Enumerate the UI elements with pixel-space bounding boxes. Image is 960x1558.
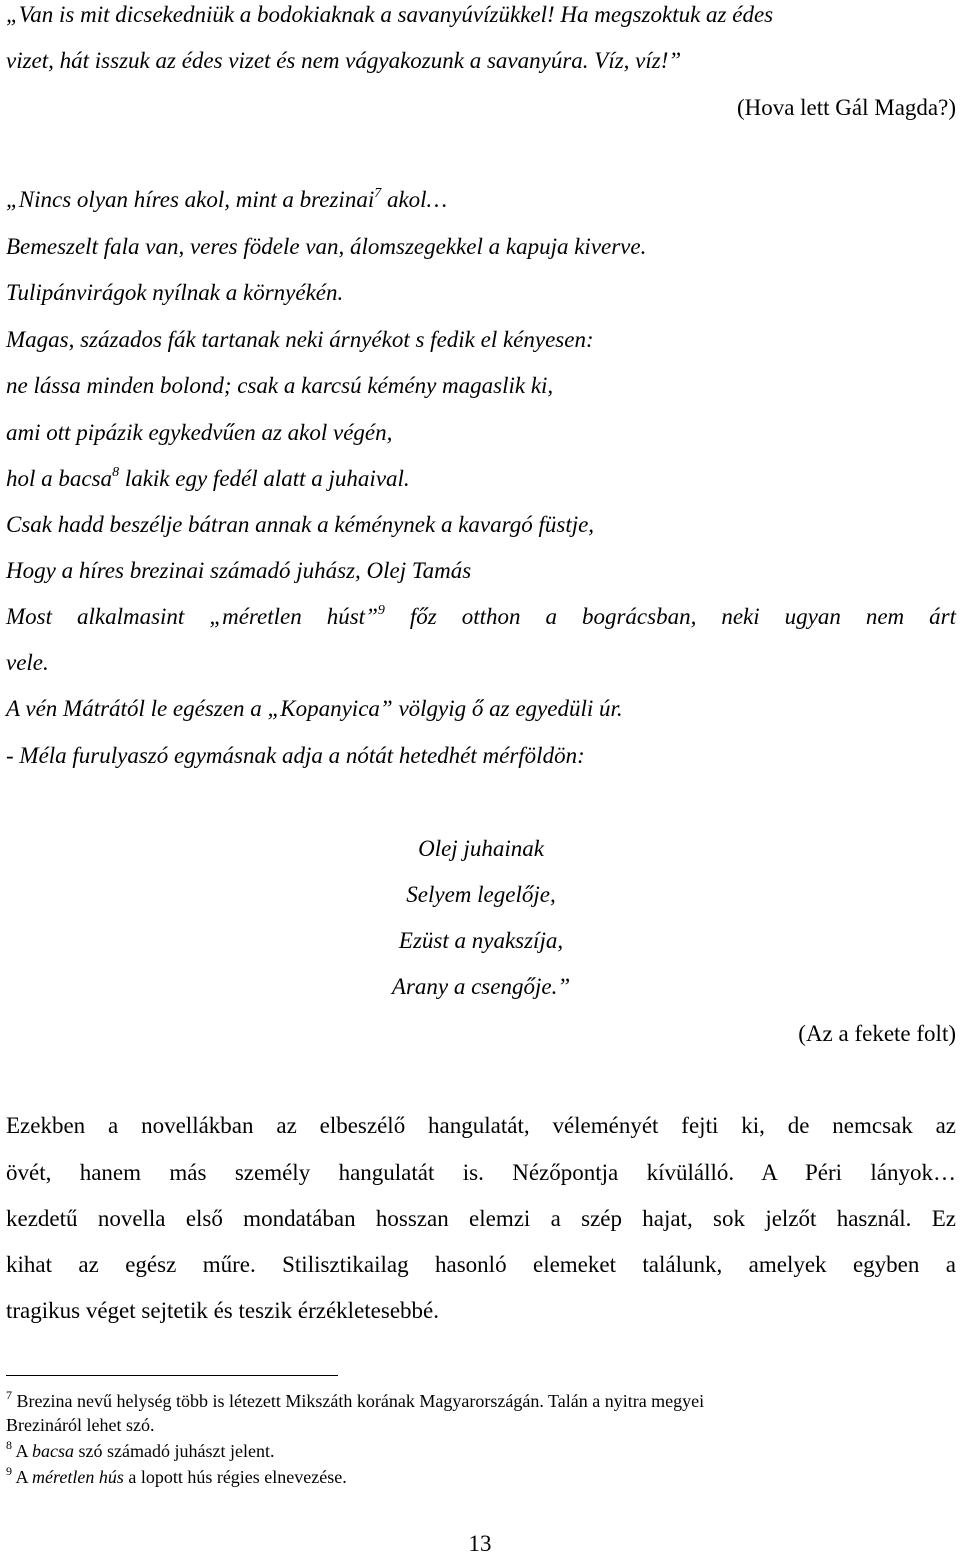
verse2-line-5: ne lássa minden bolond; csak a karcsú kémény magaslik ki, <box>6 373 554 398</box>
footnote-9: $^9$ A méretlen hús a lopott hús régies elnevezése. <box>6 1464 347 1487</box>
footnote-separator <box>6 1375 338 1376</box>
footnote-ref-9: 9 <box>377 603 385 618</box>
verse2-line-9: Hogy a híres brezinai számadó juhász, Olej Tamás <box>6 558 472 583</box>
verse2-line-11: vele. <box>6 650 49 675</box>
footnote-ref-8: 8 <box>112 465 120 480</box>
paragraph-line-2: övét, hanem más személy hangulatát is. Nézőpontja kívülálló. A Péri lányok… <box>6 1160 956 1185</box>
verse2-line-10: Most alkalmasint „méretlen húst”$^9$ főz otthon a bográcsban, neki ugyan nem árt <box>6 603 956 629</box>
song-line-3: Ezüst a nyakszíja, <box>398 928 564 953</box>
close-quote: ” <box>668 48 682 73</box>
footnote-7: $^7$ Brezina nevű helység több is létezett Mikszáth korának Magyarországán. Talán a nyitra megyei <box>6 1388 705 1411</box>
verse2-line-4: Magas, százados fák tartanak neki árnyékot s fedik el kényesen: <box>6 327 594 352</box>
song-line-4: Arany a csengője.” <box>391 974 571 999</box>
verse1-line-2: vizet, hát isszuk az édes vizet és nem vágyakozunk a savanyúra. Víz, víz!” <box>6 48 682 73</box>
verse2-line-7: hol a bacsa$^8$ lakik egy fedél alatt a juhaival. <box>6 465 410 491</box>
verse2-line-12: A vén Mátrától le egészen a „Kopanyica” völgyig ő az egyedüli úr. <box>6 696 623 721</box>
footnote-ref-7: 7 <box>374 186 382 201</box>
verse2-line-8: Csak hadd beszélje bátran annak a kéménynek a kavargó füstje, <box>6 512 595 537</box>
footnote-7-cont: Brezináról lehet szó. <box>6 1415 155 1435</box>
verse2-line-13: - Méla furulyaszó egymásnak adja a nótát hetedhét mérföldön: <box>6 743 585 768</box>
verse2-line-3: Tulipánvirágok nyílnak a környékén. <box>6 280 344 305</box>
song-line-1: Olej juhainak <box>418 836 544 861</box>
footnote-8: $^8$ A bacsa szó számadó juhászt jelent. <box>6 1438 275 1461</box>
song-source: (Az a fekete folt) <box>798 1021 956 1046</box>
verse1-line-1: „Van is mit dicsekedniük a bodokiaknak a savanyúvízükkel! Ha megszoktuk az édes <box>6 2 774 27</box>
paragraph-line-1: Ezekben a novellákban az elbeszélő hangulatát, véleményét fejti ki, de nemcsak az <box>6 1113 956 1138</box>
open-quote: „ <box>6 2 19 27</box>
verse2-line-6: ami ott pipázik egykedvűen az akol végén, <box>6 420 393 445</box>
paragraph-line-5: tragikus véget sejtetik és teszik érzékletesebbé. <box>6 1298 439 1323</box>
page-number: 13 <box>468 1531 492 1556</box>
paragraph-line-4: kihat az egész műre. Stilisztikailag hasonló elemeket találunk, amelyek egyben a <box>6 1252 956 1277</box>
verse2-line-1: „Nincs olyan híres akol, mint a brezinai$^7$ akol… <box>6 186 448 212</box>
song-line-2: Selyem legelője, <box>406 882 556 907</box>
verse1-source: (Hova lett Gál Magda?) <box>736 95 956 120</box>
verse2-line-2: Bemeszelt fala van, veres födele van, álomszegekkel a kapuja kiverve. <box>6 234 647 259</box>
paragraph-line-3: kezdetű novella első mondatában hosszan elemzi a szép hajat, sok jelzőt használ. Ez <box>6 1206 956 1231</box>
